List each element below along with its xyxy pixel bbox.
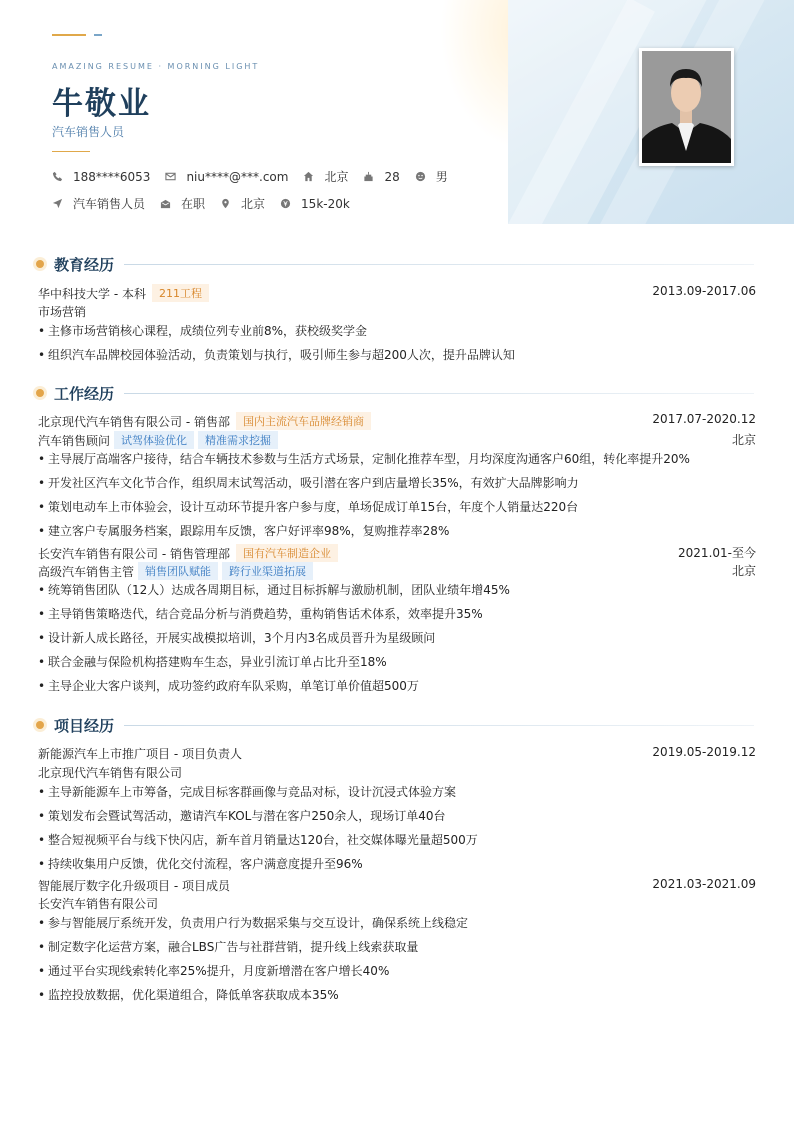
gender-item	[415, 168, 448, 185]
list-item: • 设计新人成长路径，开展实战模拟培训，3个月内3名成员晋升为星级顾问	[38, 631, 436, 645]
section-dot-icon	[36, 389, 44, 397]
list-item: • 参与智能展厅系统开发，负责用户行为数据采集与交互设计，确保系统上线稳定	[38, 916, 469, 930]
list-item: • 主修市场营销核心课程，成绩位列专业前8%，获校级奖学金	[38, 324, 368, 338]
city-text: 北京	[241, 197, 266, 211]
home-text: 北京	[324, 170, 349, 184]
profile-photo	[639, 48, 734, 166]
skill-tag: 精准需求挖掘	[198, 431, 278, 449]
list-item: • 组织汽车品牌校园体验活动，负责策划与执行，吸引师生参与超200人次，提升品牌认知	[38, 348, 515, 362]
salary-text: 15k-20k	[301, 196, 350, 211]
list-item: • 策划发布会暨试驾活动，邀请汽车KOL与潜在客户250余人，现场订单40台	[38, 809, 446, 823]
home-item	[303, 168, 348, 185]
contact-row	[52, 168, 463, 185]
gender-icon	[415, 171, 426, 182]
email-item	[165, 170, 288, 184]
phone-item	[52, 170, 150, 184]
section-header	[34, 715, 758, 737]
job-city: 北京	[731, 433, 756, 447]
section-divider	[124, 393, 754, 394]
cake-icon	[363, 171, 374, 182]
list-item: • 主导新能源车上市筹备，完成目标客群画像与竞品对标，设计沉浸式体验方案	[38, 785, 457, 799]
list-item: • 主导销售策略迭代，结合竞品分析与消费趋势，重构销售话术体系，效率提升35%	[38, 607, 483, 621]
phone-text: 188****6053	[73, 169, 151, 184]
skill-tag: 跨行业渠道拓展	[222, 562, 313, 580]
skill-tag: 销售团队赋能	[138, 562, 218, 580]
list-item: • 整合短视频平台与线下快闪店，新车首月销量达120台，社交媒体曝光量超500万	[38, 833, 478, 847]
section-title: 项目经历	[54, 717, 115, 735]
company-name: 北京现代汽车销售有限公司 - 销售部	[38, 414, 230, 429]
city-item	[220, 195, 265, 212]
intent-text: 汽车销售人员	[73, 197, 146, 211]
school-tag: 211工程	[152, 284, 209, 302]
location-icon	[220, 198, 231, 209]
company-tag: 国有汽车制造企业	[236, 544, 338, 562]
list-item: • 主导展厅高端客户接待，结合车辆技术参数与生活方式场景，定制化推荐车型，月均深度沟通客户60组，转化率提升20%	[38, 452, 690, 466]
name-divider	[52, 151, 90, 152]
age-text: 28	[384, 169, 400, 184]
list-item: • 制定数字化运营方案，融合LBS广告与社群营销，提升线上线索获取量	[38, 940, 419, 954]
job-position: 汽车销售顾问	[38, 433, 111, 448]
list-item: • 联合金融与保险机构搭建购车生态，异业引流订单占比升至18%	[38, 655, 387, 669]
candidate-name: 牛敬业	[52, 86, 151, 122]
list-item: • 持续收集用户反馈，优化交付流程，客户满意度提升至96%	[38, 857, 363, 871]
section-title: 教育经历	[54, 256, 115, 274]
status-icon	[160, 198, 171, 209]
mail-icon	[165, 171, 176, 182]
education-date: 2013.09-2017.06	[652, 284, 756, 298]
phone-icon	[52, 171, 63, 182]
status-row	[52, 195, 365, 212]
status-item	[160, 195, 205, 212]
project-name: 新能源汽车上市推广项目 - 项目负责人	[38, 747, 242, 761]
candidate-role: 汽车销售人员	[52, 125, 125, 139]
section-title: 工作经历	[54, 385, 115, 403]
company-name: 长安汽车销售有限公司 - 销售管理部	[38, 546, 230, 561]
list-item: • 统筹销售团队（12人）达成各周期目标，通过目标拆解与激励机制，团队业绩年增45%	[38, 583, 510, 597]
tagline: AMAZING RESUME · MORNING LIGHT	[52, 62, 260, 71]
list-item: • 主导企业大客户谈判，成功签约政府车队采购，单笔订单价值超500万	[38, 679, 419, 693]
send-icon	[52, 198, 63, 209]
home-icon	[303, 171, 314, 182]
section-divider	[124, 264, 754, 265]
project-company: 北京现代汽车销售有限公司	[38, 766, 183, 780]
skill-tag: 试驾体验优化	[114, 431, 194, 449]
job-date: 2017.07-2020.12	[652, 412, 756, 426]
section-header	[34, 254, 758, 276]
gender-text: 男	[435, 170, 448, 184]
project-name: 智能展厅数字化升级项目 - 项目成员	[38, 879, 230, 893]
major: 市场营销	[38, 305, 87, 319]
status-text: 在职	[181, 197, 206, 211]
job-position: 高级汽车销售主管	[38, 564, 135, 579]
email-text: niu****@***.com	[186, 169, 289, 184]
list-item: • 开发社区汽车文化节合作，组织周末试驾活动，吸引潜在客户到店量增长35%，有效扩大品牌影响力	[38, 476, 579, 490]
age-item	[363, 170, 399, 184]
salary-icon	[280, 198, 291, 209]
salary-item	[280, 197, 350, 211]
job-city: 北京	[731, 564, 756, 578]
section-dot-icon	[36, 721, 44, 729]
project-date: 2021.03-2021.09	[652, 877, 756, 891]
list-item: • 监控投放数据，优化渠道组合，降低单客获取成本35%	[38, 988, 339, 1002]
intent-item	[52, 195, 145, 212]
company-tag: 国内主流汽车品牌经销商	[236, 412, 371, 430]
list-item: • 通过平台实现线索转化率25%提升，月度新增潜在客户增长40%	[38, 964, 390, 978]
job-date: 2021.01-至今	[678, 546, 756, 560]
section-dot-icon	[36, 260, 44, 268]
list-item: • 建立客户专属服务档案，跟踪用车反馈，客户好评率98%，复购推荐率28%	[38, 524, 450, 538]
section-header	[34, 383, 758, 405]
list-item: • 策划电动车上市体验会，设计互动环节提升客户参与度，单场促成订单15台，年度个人销量达220台	[38, 500, 579, 514]
school-name: 华中科技大学 - 本科	[38, 286, 146, 301]
project-date: 2019.05-2019.12	[652, 745, 756, 759]
section-divider	[124, 725, 754, 726]
project-company: 长安汽车销售有限公司	[38, 897, 159, 911]
